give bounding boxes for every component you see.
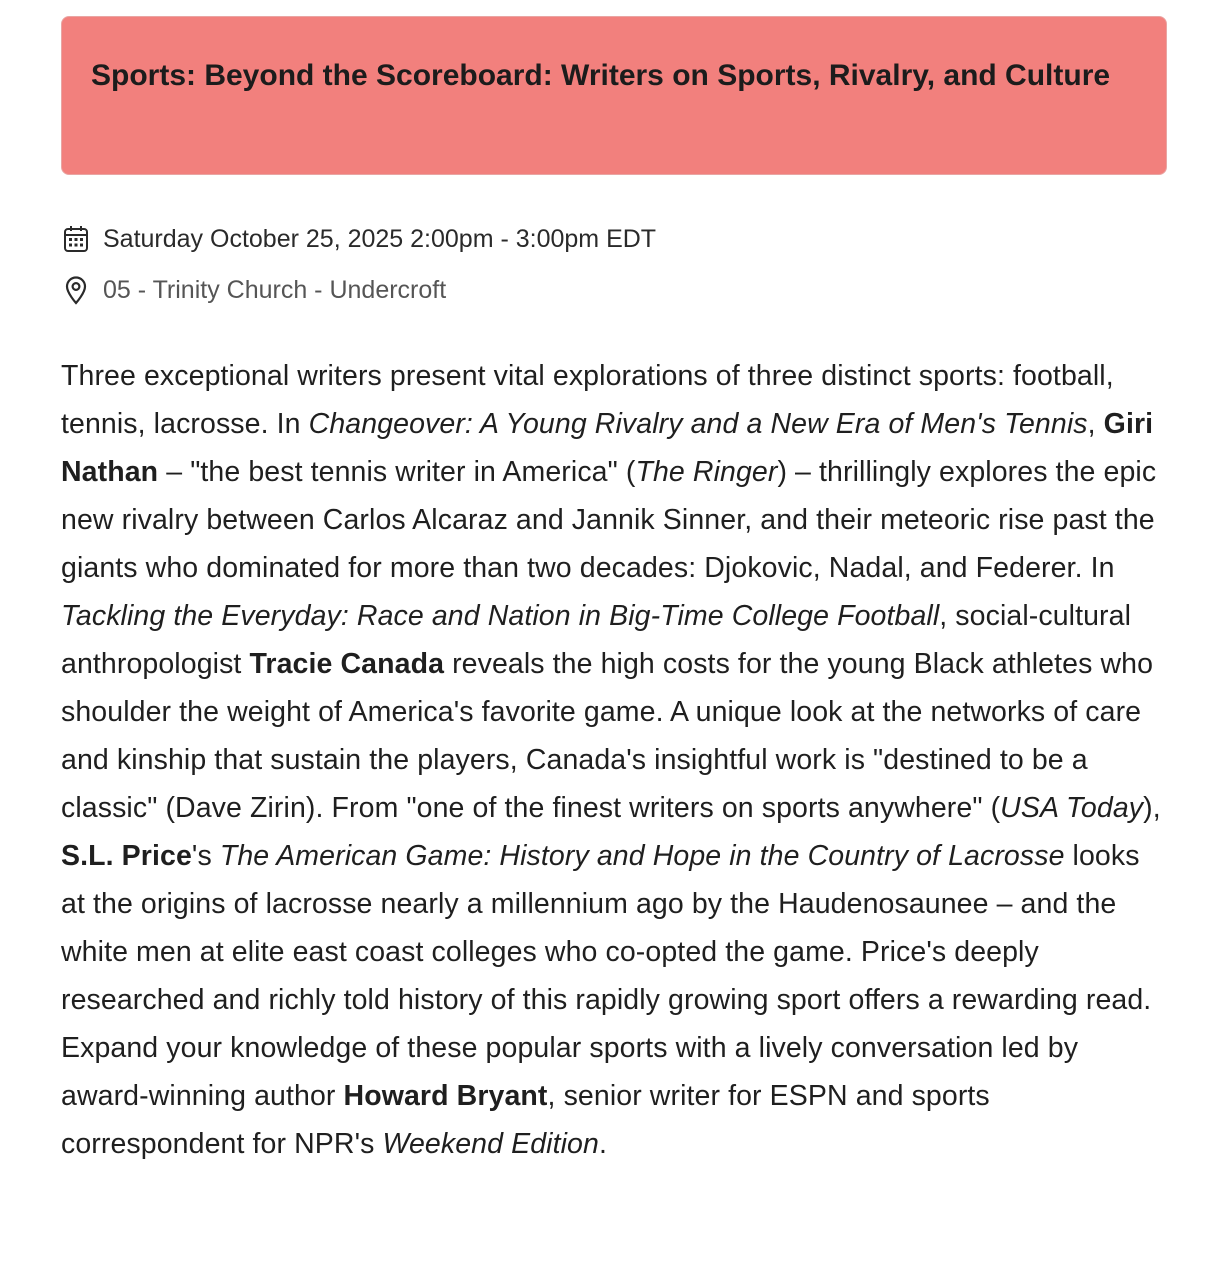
event-description: Three exceptional writers present vital explorations of three distinct sports: football, tennis, lacrosse. In Changeover: A Young Rivalry and a New Era of Men's Tennis, Giri Nathan – "the best tennis writer in America" (The Ringer) – thrillingly explores the epic new rivalry between Carlos Alcaraz and Jannik Sinner, and their meteoric rise past the giants who dominated for more than two decades: Djokovic, Nadal, and Federer. In Tackling the Everyday: Race and Nation in Big-Time College Football, social-cultural anthropologist Tracie Canada reveals the high costs for the young Black athletes who shoulder the weight of America's favorite game. A unique look at the networks of care and kinship that sustain the players, Canada's insightful work is "destined to be a classic" (Dave Zirin). From "one of the finest writers on sports anywhere" (USA Today), S.L. Price's The American Game: History and Hope in the Country of Lacrosse looks at the origins of lacrosse nearly a millennium ago by the Haudenosaunee – and the white men at elite east coast colleges who co-opted the game. Price's deeply researched and richly told history of this rapidly growing sport offers a rewarding read. Expand your knowledge of these popular sports with a lively conversation led by award-winning author Howard Bryant, senior writer for ESPN and sports correspondent for NPR's Weekend Edition. (61, 360, 1161, 1160)
author-name: Tracie Canada (249, 648, 445, 680)
event-datetime: Saturday October 25, 2025 2:00pm - 3:00pm EDT (103, 225, 657, 253)
author-name: S.L. Price (61, 840, 192, 872)
book-title: Tackling the Everyday: Race and Nation in Big-Time College Football (61, 600, 940, 632)
publication-name: Weekend Edition (382, 1128, 599, 1160)
book-title: Changeover: A Young Rivalry and a New Era of Men's Tennis (308, 408, 1088, 440)
event-title-banner (61, 16, 1167, 175)
book-title: The American Game: History and Hope in the Country of Lacrosse (219, 840, 1065, 872)
publication-name: USA Today (1000, 792, 1144, 824)
event-title: Sports: Beyond the Scoreboard: Writers on Sports, Rivalry, and Culture (91, 59, 1111, 92)
event-location-row (61, 275, 446, 305)
event-datetime-row (61, 224, 656, 254)
map-pin-icon (61, 275, 91, 305)
calendar-icon (61, 224, 91, 254)
author-name: Giri Nathan (61, 408, 1154, 488)
publication-name: The Ringer (635, 456, 778, 488)
event-location: 05 - Trinity Church - Undercroft (103, 276, 447, 304)
moderator-name: Howard Bryant (343, 1080, 548, 1112)
